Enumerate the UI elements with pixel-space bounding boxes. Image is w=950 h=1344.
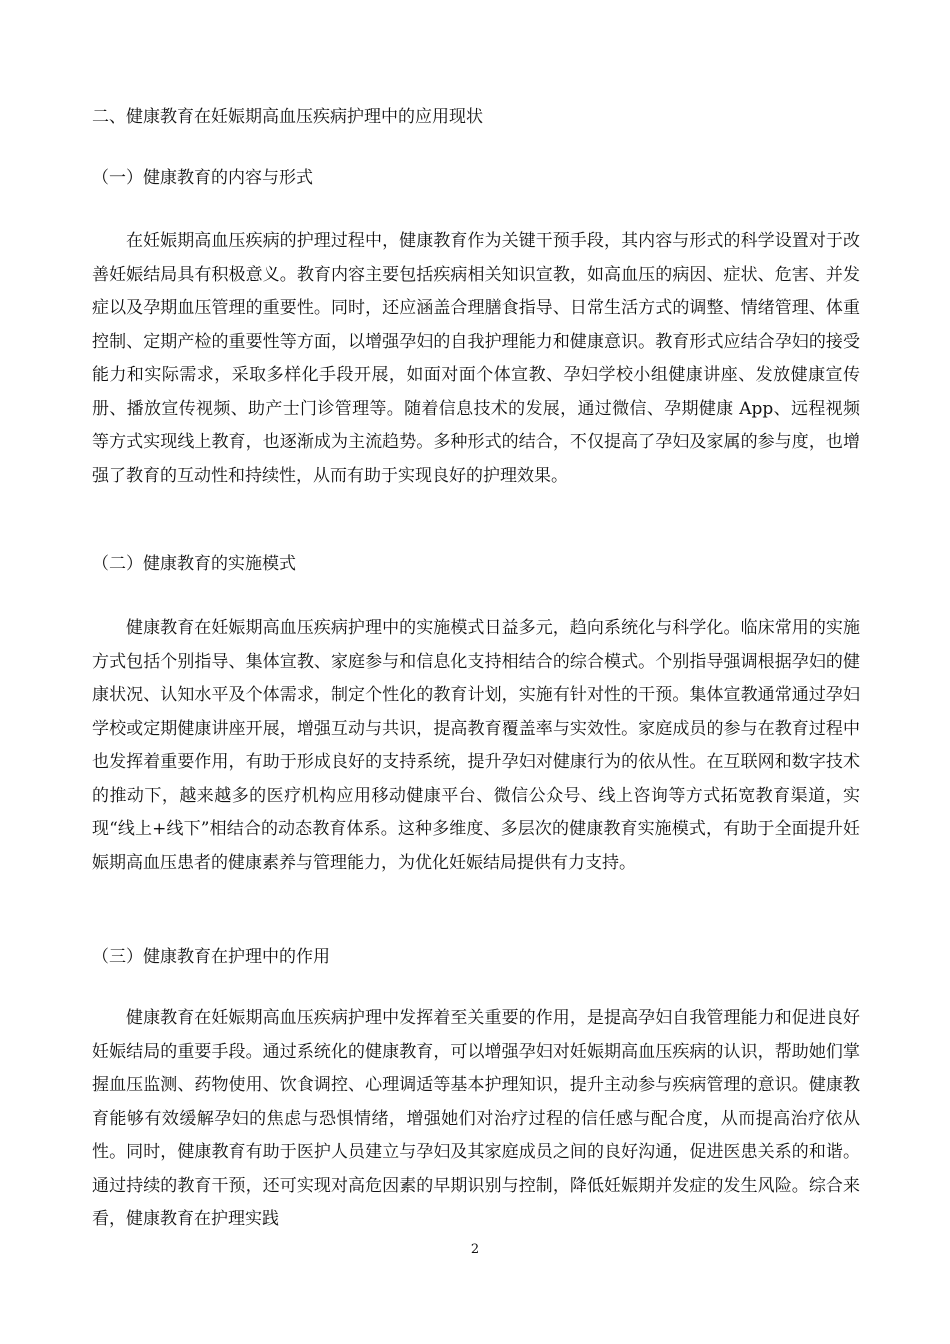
paragraph-role-in-nursing: 健康教育在妊娠期高血压疾病护理中发挥着至关重要的作用，是提高孕妇自我管理能力和促进良好妊娠结局的重要手段。通过系统化的健康教育，可以增强孕妇对妊娠期高血压疾病的认识，帮助她们掌握血压监测、药物使用、饮食调控、心理调适等基本护理知识，提升主动参与疾病管理的意识。健康教育能够有效缓解孕妇的焦虑与恐惧情绪，增强她们对治疗过程的信任感与配合度，从而提高治疗依从性。同时，健康教育有助于医护人员建立与孕妇及其家庭成员之间的良好沟通，促进医患关系的和谐。通过持续的教育干预，还可实现对高危因素的早期识别与控制，降低妊娠期并发症的发生风险。综合来看，健康教育在护理实践 <box>92 1008 860 1229</box>
subsection-heading-implementation-mode: （二）健康教育的实施模式 <box>92 554 296 574</box>
paragraph-implementation-mode: 健康教育在妊娠期高血压疾病护理中的实施模式日益多元，趋向系统化与科学化。临床常用的实施方式包括个别指导、集体宣教、家庭参与和信息化支持相结合的综合模式。个别指导强调根据孕妇的健康状况、认知水平及个体需求，制定个性化的教育计划，实施有针对性的干预。集体宣教通常通过孕妇学校或定期健康讲座开展，增强互动与共识，提高教育覆盖率与实效性。家庭成员的参与在教育过程中也发挥着重要作用，有助于形成良好的支持系统，提升孕妇对健康行为的依从性。在互联网和数字技术的推动下，越来越多的医疗机构应用移动健康平台、微信公众号、线上咨询等方式拓宽教育渠道，实现“线上+线下”相结合的动态教育体系。这种多维度、多层次的健康教育实施模式，有助于全面提升妊娠期高血压患者的健康素养与管理能力，为优化妊娠结局提供有力支持。 <box>92 618 860 873</box>
page-number: 2 <box>470 1242 480 1257</box>
section-title: 二、健康教育在妊娠期高血压疾病护理中的应用现状 <box>92 107 483 127</box>
subsection-heading-role-in-nursing: （三）健康教育在护理中的作用 <box>92 947 330 967</box>
subsection-heading-content-and-form: （一）健康教育的内容与形式 <box>92 168 313 188</box>
document-page <box>92 0 860 1344</box>
paragraph-content-and-form: 在妊娠期高血压疾病的护理过程中，健康教育作为关键干预手段，其内容与形式的科学设置对于改善妊娠结局具有积极意义。教育内容主要包括疾病相关知识宣教，如高血压的病因、症状、危害、并发症以及孕期血压管理的重要性。同时，还应涵盖合理膳食指导、日常生活方式的调整、情绪管理、体重控制、定期产检的重要性等方面，以增强孕妇的自我护理能力和健康意识。教育形式应结合孕妇的接受能力和实际需求，采取多样化手段开展，如面对面个体宣教、孕妇学校小组健康讲座、发放健康宣传册、播放宣传视频、助产士门诊管理等。随着信息技术的发展，通过微信、孕期健康 App、远程视频等方式实现线上教育，也逐渐成为主流趋势。多种形式的结合，不仅提高了孕妇及家属的参与度，也增强了教育的互动性和持续性，从而有助于实现良好的护理效果。 <box>92 231 860 486</box>
